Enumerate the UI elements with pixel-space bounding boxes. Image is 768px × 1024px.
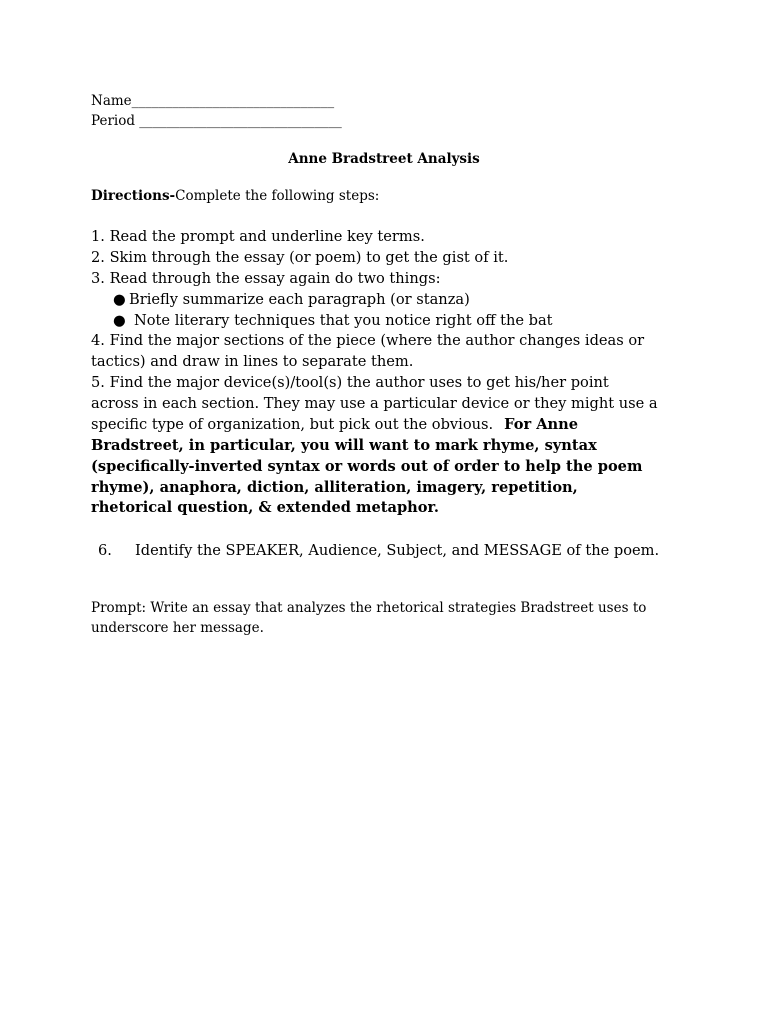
step-2: 2. Skim through the essay (or poem) to get the gist of it.	[91, 249, 509, 266]
directions-label: Directions-	[91, 188, 176, 204]
step-6	[98, 541, 659, 562]
step-5-bold-lead: For Anne	[504, 416, 579, 433]
period-field-line: Period ______________________________	[91, 113, 342, 129]
bullet-dot-icon: ●	[113, 312, 126, 329]
bullet-item	[113, 311, 553, 332]
bullet-text: Note literary techniques that you notice right off the bat	[134, 312, 553, 329]
directions	[91, 186, 379, 206]
step-6-number: 6.	[98, 542, 112, 559]
prompt-line-1: Prompt: Write an essay that analyzes the rhetorical strategies Bradstreet uses to	[91, 600, 647, 616]
step-5-bold-line-3: rhyme), anaphora, diction, alliteration, imagery, repetition,	[91, 479, 578, 496]
step-5-line-1: 5. Find the major device(s)/tool(s) the author uses to get his/her point	[91, 374, 609, 391]
step-3: 3. Read through the essay again do two things:	[91, 270, 441, 287]
step-1: 1. Read the prompt and underline key terms.	[91, 228, 425, 245]
step-4-line-1: 4. Find the major sections of the piece (where the author changes ideas or	[91, 332, 645, 349]
step-4-line-2: tactics) and draw in lines to separate them.	[91, 353, 414, 370]
step-6-text: Identify the SPEAKER, Audience, Subject, and MESSAGE of the poem.	[135, 542, 660, 559]
bullet-text: Briefly summarize each paragraph (or stanza)	[129, 291, 470, 308]
directions-text: Complete the following steps:	[175, 188, 380, 204]
step-5-line-3-text: specific type of organization, but pick out the obvious.	[91, 416, 494, 433]
page-title: Anne Bradstreet Analysis	[288, 151, 480, 167]
prompt-line-2: underscore her message.	[91, 620, 264, 636]
step-5-bold-line-1: Bradstreet, in particular, you will want to mark rhyme, syntax	[91, 437, 597, 454]
step-5-line-3	[91, 415, 578, 436]
name-field-line: Name______________________________	[91, 93, 335, 109]
step-5-bold-line-2: (specifically-inverted syntax or words out of order to help the poem	[91, 458, 643, 475]
step-5-line-2: across in each section. They may use a particular device or they might use a	[91, 395, 658, 412]
step-5-bold-line-4: rhetorical question, & extended metaphor.	[91, 499, 439, 516]
bullet-dot-icon: ●	[113, 291, 126, 308]
bullet-item	[113, 290, 470, 311]
